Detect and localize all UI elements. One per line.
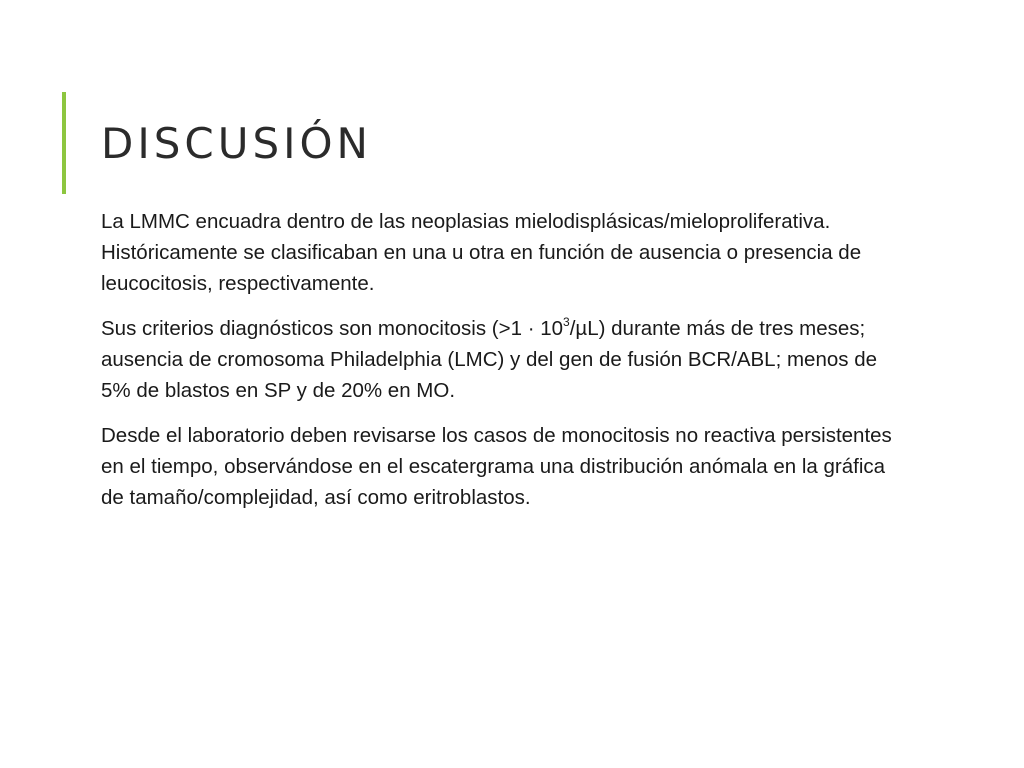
slide-title: DISCUSIÓN [101, 119, 372, 168]
diagnostic-criteria-text-start: Sus criterios diagnósticos son monocitosis (>1 · 10 [101, 317, 564, 340]
slide-body [101, 206, 901, 527]
paragraph-lmmc-classification: La LMMC encuadra dentro de las neoplasias mielodisplásicas/mieloproliferativa. Históricamente se clasificaban en una u otra en función de ausencia o presencia de leucocitosis, respectivamente. [101, 210, 862, 295]
title-accent-bar [62, 92, 66, 194]
paragraph-diagnostic-criteria [101, 313, 901, 406]
paragraph-laboratory-review: Desde el laboratorio deben revisarse los casos de monocitosis no reactiva persistentes en el tiempo, observándose en el escatergrama una distribución anómala en la gráfica de tamaño/complejidad, así como eritroblastos. [101, 424, 892, 509]
diagnostic-criteria-text-end: /µL) durante más de tres meses; ausencia de cromosoma Philadelphia (LMC) y del gen de fusión BCR/ABL; menos de 5% de blastos en SP y de 20% en MO. [101, 317, 877, 402]
exponent: 3 [563, 315, 570, 329]
